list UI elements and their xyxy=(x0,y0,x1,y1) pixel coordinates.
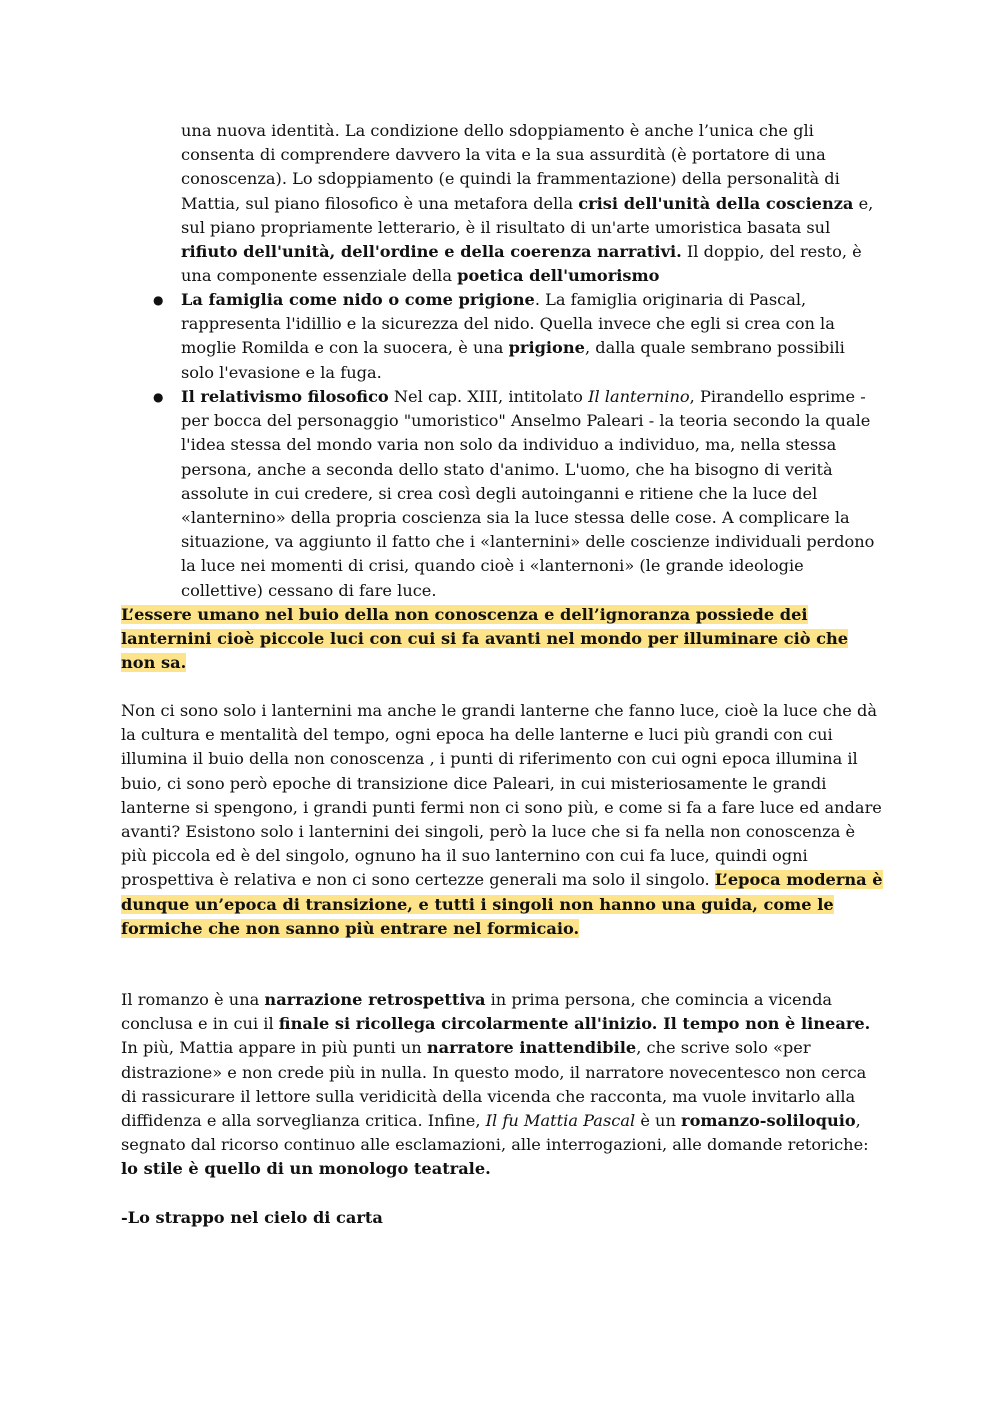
highlight-paragraph xyxy=(121,603,883,676)
bullet-dot-icon: ● xyxy=(153,390,164,404)
text-run: , dalla quale sembrano possibili solo l'evasione e la fuga. xyxy=(181,338,845,382)
bold-run: crisi dell'unità della coscienza xyxy=(578,193,854,213)
bullet-dot-icon: ● xyxy=(153,293,164,307)
lanterne-paragraph xyxy=(121,699,883,941)
text-run: , segnato dal ricorso continuo alle esclamazioni, alle interrogazioni, alle domande retoriche: xyxy=(121,1111,869,1155)
bold-run: lo stile è quello di un monologo teatrale. xyxy=(121,1159,491,1179)
bold-run: romanzo-soliloquio xyxy=(681,1111,856,1131)
bold-run: La famiglia come nido o come prigione xyxy=(181,290,535,309)
text-run: in prima persona, che comincia a vicenda conclusa e in cui il xyxy=(121,990,833,1034)
bold-run: poetica dell'umorismo xyxy=(457,266,660,286)
italic-run: Il fu Mattia Pascal xyxy=(485,1111,636,1131)
text-run: . La famiglia originaria di Pascal, rappresenta l'idillio e la sicurezza del nido. Quella invece che egli si crea con la moglie Romilda e con la suocera, è una xyxy=(181,290,835,358)
italic-run: Il lanternino xyxy=(588,387,690,406)
text-run: In più, Mattia appare in più punti un xyxy=(121,1038,427,1058)
bold-run: finale si ricollega circolarmente all'inizio. Il tempo non è lineare. xyxy=(278,1014,871,1034)
text-run: , che scrive solo «per distrazione» e non crede più in nulla. In questo modo, il narratore novecentesco non cerca di rassicurare il lettore sulla veridicità della vicenda che racconta, ma vuole invitarlo alla diffidenza e alla sorveglianza critica. Infine, xyxy=(121,1038,867,1131)
continuation-paragraph xyxy=(181,119,881,288)
bold-run: rifiuto dell'unità, dell'ordine e della coerenza narrativi. xyxy=(181,242,682,262)
highlighted-bold-run: L’epoca moderna è dunque un’epoca di transizione, e tutti i singoli non hanno una guida, come le formiche che non sanno più entrare nel formicaio. xyxy=(121,870,883,938)
text-run: Il romanzo è una xyxy=(121,990,265,1009)
text-run: è un xyxy=(635,1111,682,1131)
bold-run: prigione xyxy=(508,338,585,358)
bold-run: narrazione retrospettiva xyxy=(264,990,486,1009)
text-run: Non ci sono solo i lanternini ma anche le grandi lanterne che fanno luce, cioè la luce che dà la cultura e mentalità del tempo, ogni epoca ha delle lanterne e luci più grandi con cui illumina il buio della non conoscenza , i punti di riferimento con cui ogni epoca illumina il buio, ci sono però epoche di transizione dice Paleari, in cui misteriosamente le grandi lanterne si spengono, i grandi punti fermi non ci sono più, e come si fa a fare luce ed andare avanti? Esistono solo i lanternini dei singoli, però la luce che si fa nella non conoscenza è più piccola ed è del singolo, ognuno ha il suo lanternino con cui fa luce, quindi ogni prospettiva è relativa e non ci sono certezze generali ma solo il singolo. xyxy=(121,701,882,890)
text-run: Il doppio, del resto, è una componente essenziale della xyxy=(181,242,862,286)
highlighted-bold-run: L’essere umano nel buio della non conoscenza e dell’ignoranza possiede dei lanternini cioè piccole luci con cui si fa avanti nel mondo per illuminare ciò che non sa. xyxy=(121,605,849,673)
bullet-item-famiglia xyxy=(153,288,881,385)
heading-text: -Lo strappo nel cielo di carta xyxy=(121,1208,383,1227)
text-run: e, sul piano propriamente letterario, è il risultato di un'arte umoristica basata sul xyxy=(181,193,874,237)
romanzo-paragraph xyxy=(121,988,883,1182)
text-run: Nel cap. XIII, intitolato xyxy=(388,387,589,406)
bold-run: Il relativismo filosofico xyxy=(181,387,389,406)
text-run: , Pirandello esprime - per bocca del personaggio "umoristico" Anselmo Paleari - la teoria secondo la quale l'idea stessa del mondo varia non solo da individuo a individuo, ma, nella stessa persona, anche a seconda dello stato d'animo. L'uomo, che ha bisogno di verità assolute in cui credere, si crea così degli autoinganni e ritiene che la luce del «lanternino» della propria coscienza sia la luce stessa delle cose. A complicare la situazione, va aggiunto il fatto che i «lanternini» delle coscienze individuali perdono la luce nei momenti di crisi, quando cioè i «lanternoni» (le grande ideologie collettive) cessano di fare luce. xyxy=(181,387,875,600)
text-run: una nuova identità. La condizione dello sdoppiamento è anche l’unica che gli consenta di comprendere davvero la vita e la sua assurdità (è portatore di una conoscenza). Lo sdoppiamento (e quindi la frammentazione) della personalità di Mattia, sul piano filosofico è una metafora della xyxy=(181,121,840,213)
bullet-item-relativismo xyxy=(153,385,881,603)
section-heading xyxy=(121,1206,883,1230)
bold-run: narratore inattendibile xyxy=(426,1038,637,1058)
